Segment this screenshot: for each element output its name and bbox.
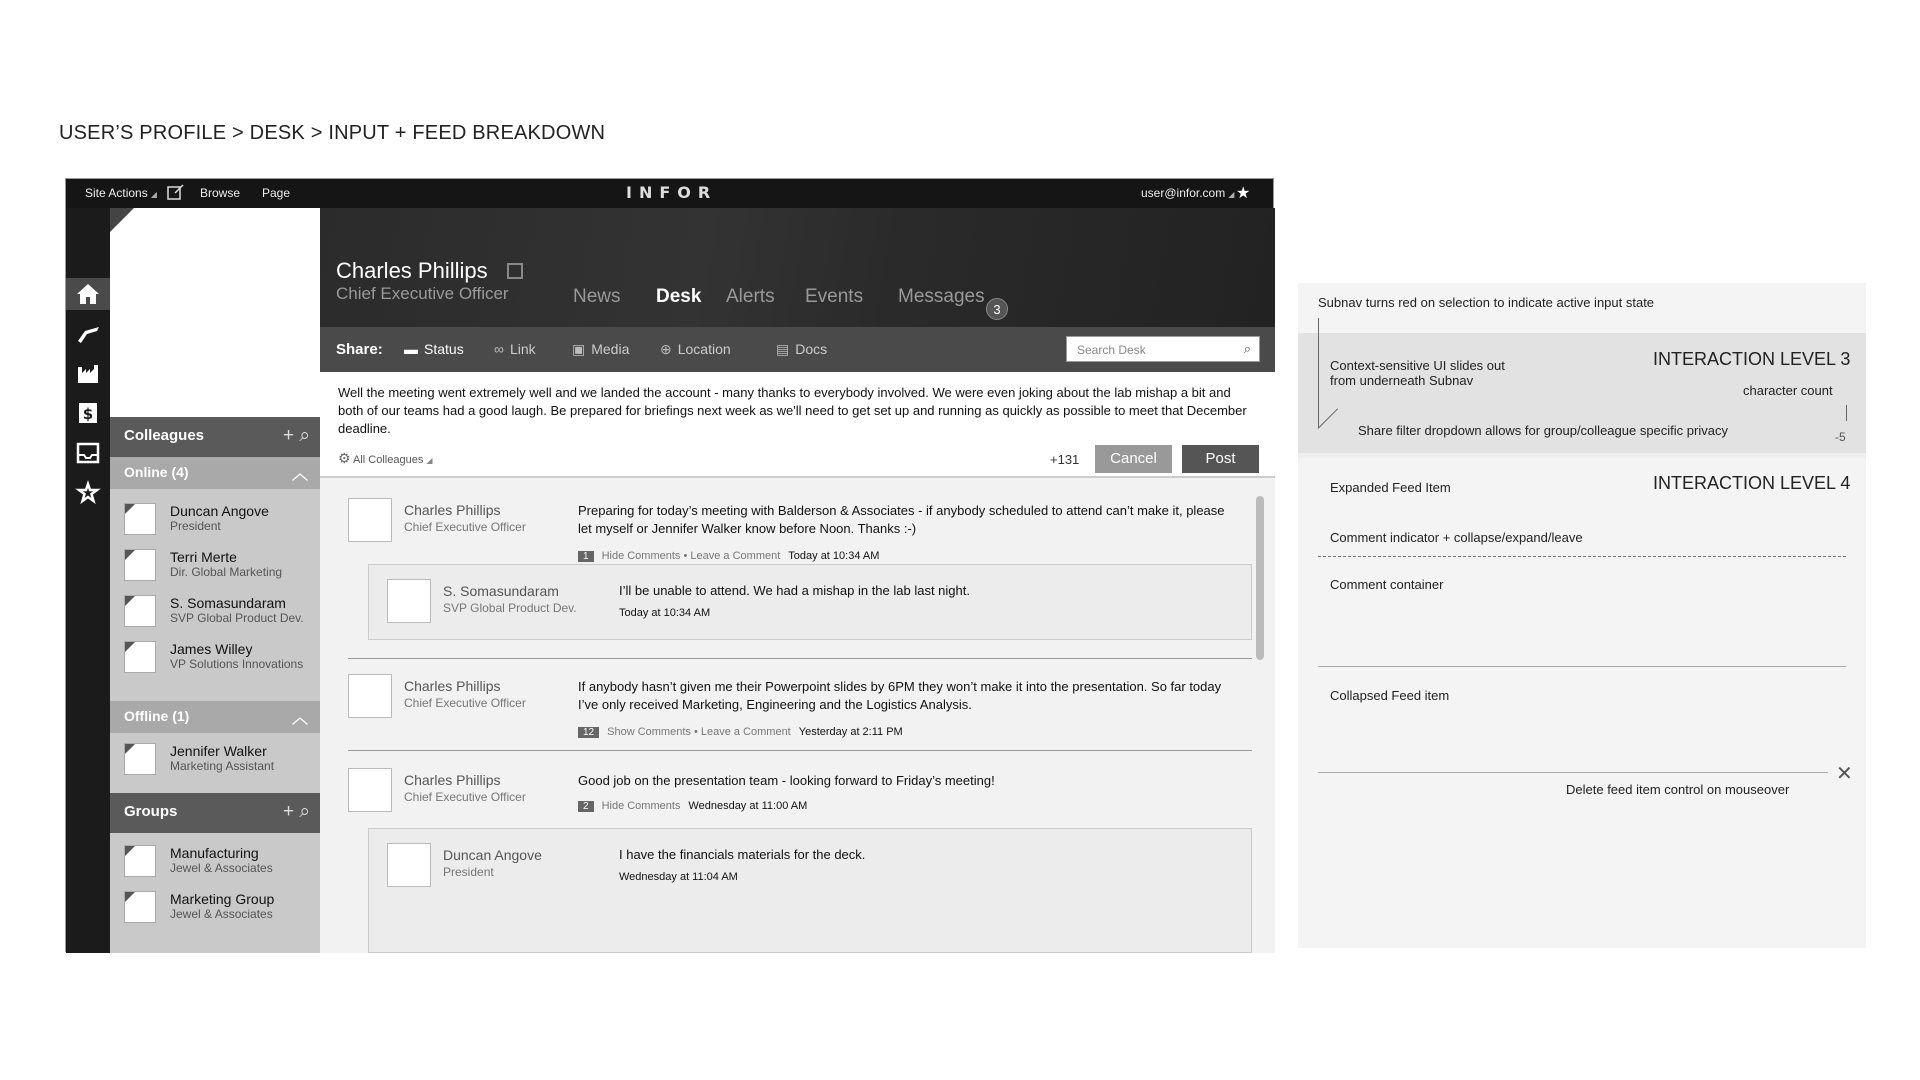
- speech-bubble-icon: ▬: [404, 341, 418, 357]
- colleague-name: Jennifer Walker: [170, 743, 267, 759]
- share-docs[interactable]: [776, 341, 827, 358]
- gear-icon: ⚙: [338, 450, 351, 466]
- delete-control-note: Delete feed item control on mouseover: [1566, 782, 1790, 797]
- group-org: Jewel & Associates: [170, 907, 273, 921]
- profile-name: Charles Phillips: [336, 258, 488, 283]
- post-button[interactable]: Post: [1182, 445, 1259, 473]
- colleague-item[interactable]: [110, 543, 320, 589]
- dropdown-caret-icon: ◢: [150, 190, 157, 199]
- share-location-label: Location: [677, 341, 731, 357]
- colleague-item[interactable]: [110, 737, 320, 783]
- feed-meta: [578, 800, 807, 812]
- feed-author-role: Chief Executive Officer: [404, 520, 526, 534]
- profile-title: Chief Executive Officer: [336, 284, 509, 303]
- colleague-role: President: [170, 519, 221, 533]
- character-count-example: -5: [1835, 430, 1846, 444]
- hide-comments-link[interactable]: Hide Comments: [601, 550, 681, 562]
- colleagues-title: Colleagues: [124, 427, 205, 444]
- annotation-line: [1318, 772, 1828, 773]
- share-location[interactable]: [660, 341, 731, 358]
- add-icon[interactable]: +: [282, 425, 295, 446]
- offline-title: Offline (1): [124, 708, 190, 724]
- comment-count-icon: 1: [578, 551, 594, 562]
- group-item[interactable]: [110, 839, 320, 885]
- messages-badge: 3: [986, 298, 1008, 320]
- comment-time: Today at 10:34 AM: [619, 607, 711, 619]
- comment-indicator-note: Comment indicator + collapse/expand/leave: [1330, 530, 1583, 545]
- group-name: Marketing Group: [170, 891, 275, 907]
- comment-count-icon: 12: [578, 727, 599, 738]
- tab-messages[interactable]: Messages: [898, 286, 985, 307]
- sidebar: [110, 417, 320, 953]
- page-link[interactable]: Page: [262, 186, 291, 200]
- colleague-name: Terri Merte: [170, 549, 237, 565]
- feed-author[interactable]: Charles Phillips: [404, 502, 501, 518]
- subnav-note: Subnav turns red on selection to indicate active input state: [1318, 295, 1655, 310]
- annotation-line: [1318, 318, 1319, 428]
- page-heading: USER’S PROFILE > DESK > INPUT + FEED BREAKDOWN: [59, 122, 606, 144]
- search-icon[interactable]: ⌕: [299, 801, 310, 822]
- feed-time: Yesterday at 2:11 PM: [798, 726, 903, 738]
- annotation-dashed-line: [1318, 556, 1846, 557]
- inbox-icon[interactable]: [72, 437, 104, 469]
- site-actions-menu[interactable]: [85, 186, 157, 200]
- share-subnav: [320, 327, 1275, 372]
- avatar: [124, 641, 156, 673]
- character-count: +131: [1050, 452, 1080, 467]
- share-link-label: Link: [509, 341, 536, 357]
- comment-text: I have the financials materials for the deck.: [619, 847, 866, 862]
- share-status[interactable]: [404, 341, 464, 357]
- collapsed-feed-note: Collapsed Feed item: [1330, 688, 1450, 703]
- document-icon: ▤: [776, 341, 790, 357]
- avatar: [124, 595, 156, 627]
- crane-icon[interactable]: [72, 317, 104, 349]
- groups-title: Groups: [124, 803, 178, 820]
- edit-profile-icon[interactable]: [507, 263, 523, 279]
- tools-icon[interactable]: [72, 477, 104, 509]
- search-icon[interactable]: ⌕: [1243, 341, 1251, 356]
- annotation-panel: [1298, 283, 1866, 948]
- comment-author-role: SVP Global Product Dev.: [443, 601, 577, 615]
- groups-header: [110, 793, 320, 833]
- tab-desk[interactable]: Desk: [656, 286, 702, 307]
- dropdown-caret-icon: ◢: [426, 456, 433, 465]
- comment: [368, 564, 1252, 640]
- share-label: Share:: [336, 341, 383, 358]
- show-apps-label: Show apps: [1420, 246, 1455, 276]
- privacy-filter-dropdown[interactable]: [338, 450, 433, 467]
- avatar: [348, 768, 392, 812]
- search-placeholder: Search Desk: [1077, 343, 1146, 357]
- status-input[interactable]: [320, 372, 1275, 478]
- hide-comments-link[interactable]: Hide Comments: [601, 800, 681, 812]
- feed-meta: 12 Show Comments • Leave a Comment Yesterday at 2:11 PM: [578, 726, 903, 738]
- online-header[interactable]: [110, 457, 320, 489]
- comment-container-note: Comment container: [1330, 577, 1444, 592]
- group-name: Manufacturing: [170, 845, 259, 861]
- expanded-feed-note: Expanded Feed Item: [1330, 480, 1451, 495]
- feed-scrollbar[interactable]: [1256, 496, 1264, 660]
- colleague-name: Duncan Angove: [170, 503, 269, 519]
- privacy-filter-label: All Colleagues: [353, 454, 424, 466]
- home-icon[interactable]: [66, 278, 110, 310]
- link-icon: ∞: [494, 341, 504, 357]
- camera-icon: ▣: [572, 341, 586, 357]
- star-icon[interactable]: ★: [1236, 185, 1251, 202]
- avatar: [124, 549, 156, 581]
- divider: [348, 658, 1252, 659]
- feed-meta: 1 Hide Comments • Leave a Comment Today at 10:34 AM: [578, 550, 879, 562]
- annotation-line: [1846, 405, 1847, 421]
- comment: [368, 828, 1252, 953]
- share-link[interactable]: [494, 341, 536, 357]
- character-count-note: character count: [1743, 383, 1833, 398]
- close-icon[interactable]: ✕: [1836, 763, 1853, 785]
- chevron-up-icon[interactable]: ︿: [291, 466, 308, 483]
- feed-author[interactable]: Charles Phillips: [404, 678, 501, 694]
- chevron-up-icon[interactable]: ︿: [291, 710, 308, 727]
- cancel-button[interactable]: Cancel: [1095, 445, 1172, 473]
- group-org: Jewel & Associates: [170, 861, 273, 875]
- show-comments-link[interactable]: Show Comments: [607, 726, 691, 738]
- colleague-item[interactable]: [110, 497, 320, 543]
- colleague-role: SVP Global Product Dev.: [170, 611, 304, 625]
- feed-text: Good job on the presentation team - looking forward to Friday’s meeting!: [578, 773, 995, 788]
- user-menu[interactable]: [1141, 186, 1234, 200]
- colleague-role: Marketing Assistant: [170, 759, 275, 773]
- dropdown-caret-icon: ◢: [1228, 190, 1235, 199]
- feed-author[interactable]: Charles Phillips: [404, 772, 501, 788]
- profile-photo: [110, 208, 320, 417]
- interaction-level-4: INTERACTION LEVEL 4: [1653, 473, 1851, 493]
- avatar: [124, 845, 156, 877]
- search-icon[interactable]: ⌕: [299, 425, 310, 446]
- feed: [320, 478, 1275, 953]
- site-actions-label: Site Actions: [85, 186, 148, 200]
- avatar: [124, 503, 156, 535]
- status-input-text[interactable]: Well the meeting went extremely well and we landed the account - many thanks to everybody involved. We were even joking about the lab mishap a bit and both of our teams had a good laugh. Be prepared for briefings next week as we'll need to get set up and running as quickly as possible to meet that December deadline.: [338, 385, 1247, 436]
- feed-time: Today at 10:34 AM: [788, 550, 880, 562]
- colleague-role: Dir. Global Marketing: [170, 565, 283, 579]
- comment-time: Wednesday at 11:04 AM: [619, 871, 738, 883]
- svg-text:$: $: [82, 405, 94, 423]
- tab-news[interactable]: News: [573, 286, 621, 307]
- feed-text: If anybody hasn’t given me their Powerpoint slides by 6PM they won’t make it into the presentation. So far today I’ve only received Marketing, Engineering and the Logistics Analysis.: [578, 679, 1222, 712]
- avatar: [124, 743, 156, 775]
- leave-comment-link[interactable]: Leave a Comment: [700, 726, 791, 738]
- colleague-name: James Willey: [170, 641, 253, 657]
- leave-comment-link[interactable]: Leave a Comment: [690, 550, 781, 562]
- comment-author[interactable]: Duncan Angove: [443, 847, 542, 863]
- factory-icon[interactable]: [72, 357, 104, 389]
- comment-count-icon: 2: [578, 801, 594, 812]
- feed-text: Preparing for today’s meeting with Balderson & Associates - if anybody scheduled to attend can’t make it, please let myself or Jennifer Walker know before Noon. Thanks :-): [578, 503, 1225, 536]
- comment-author[interactable]: S. Somasundaram: [443, 583, 559, 599]
- feed-author-role: Chief Executive Officer: [404, 790, 526, 804]
- browse-link[interactable]: Browse: [200, 186, 241, 200]
- feed-time: Wednesday at 11:00 AM: [688, 800, 808, 812]
- comment-author-role: President: [443, 865, 494, 879]
- tab-alerts[interactable]: Alerts: [726, 286, 775, 307]
- add-icon[interactable]: +: [282, 801, 295, 822]
- share-docs-label: Docs: [795, 341, 828, 357]
- avatar: [348, 674, 392, 718]
- colleagues-header: [110, 417, 320, 457]
- feed-author-role: Chief Executive Officer: [404, 696, 526, 710]
- online-title: Online (4): [124, 464, 189, 480]
- colleague-role: VP Solutions Innovations: [170, 657, 304, 671]
- comment-text: I’ll be unable to attend. We had a mishap in the lab last night.: [619, 583, 970, 598]
- annotation-line: [1318, 666, 1846, 667]
- search-input[interactable]: [1066, 336, 1260, 362]
- context-note: Context-sensitive UI slides out from underneath Subnav: [1330, 358, 1505, 388]
- colleague-name: S. Somasundaram: [170, 595, 286, 611]
- avatar: [387, 579, 431, 623]
- avatar: [348, 498, 392, 542]
- tab-events[interactable]: Events: [805, 286, 864, 307]
- interaction-level-3: INTERACTION LEVEL 3: [1653, 349, 1851, 369]
- icon-rail: [66, 208, 110, 953]
- share-media[interactable]: [572, 341, 629, 358]
- divider: [348, 750, 1252, 751]
- colleague-item[interactable]: [110, 635, 320, 681]
- band-gap: [1298, 453, 1866, 458]
- share-media-label: Media: [591, 341, 630, 357]
- avatar: [387, 843, 431, 887]
- crosshair-icon: ⊕: [660, 341, 672, 357]
- share-status-label: Status: [424, 341, 464, 357]
- colleague-item[interactable]: [110, 589, 320, 635]
- avatar: [124, 891, 156, 923]
- edit-page-icon[interactable]: [167, 184, 185, 203]
- user-email: user@infor.com: [1141, 186, 1226, 200]
- group-item[interactable]: [110, 885, 320, 931]
- share-filter-note: Share filter dropdown allows for group/colleague specific privacy: [1358, 423, 1728, 438]
- top-bar: [66, 179, 1273, 208]
- finance-icon[interactable]: [72, 397, 104, 429]
- offline-header[interactable]: [110, 701, 320, 733]
- infor-logo: INFOR: [626, 183, 718, 202]
